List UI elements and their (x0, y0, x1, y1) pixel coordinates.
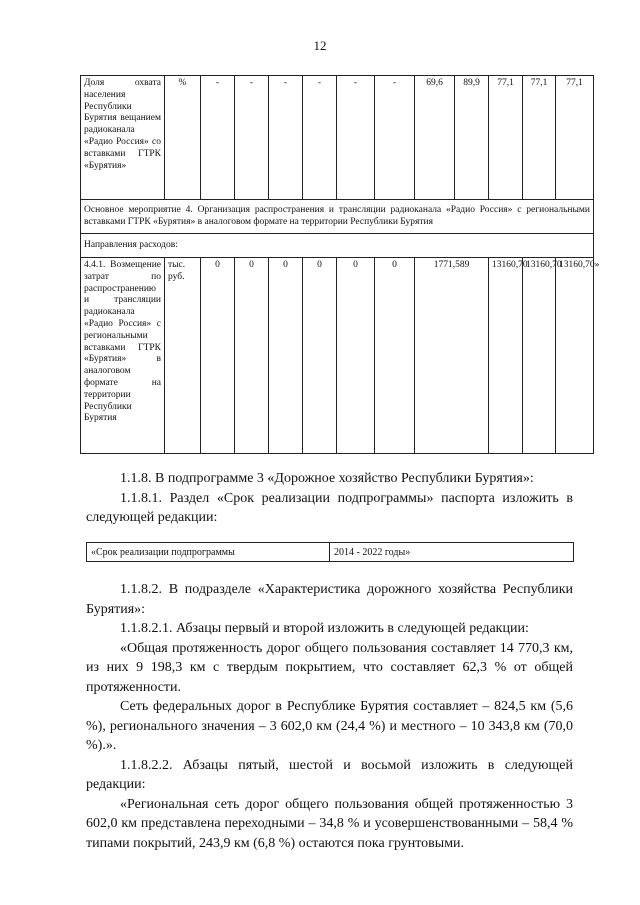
paragraph: «Региональная сеть дорог общего пользования общей протяженностью 3 602,0 км представлена переходными – 34,8 % и усовершенствованными – 58,4 % типами покрытий, 243,9 км (6,8 %) остаются пока грунтовыми. (86, 796, 573, 851)
term-label-cell: «Срок реализации подпрограммы (87, 543, 330, 562)
value-cell: - (375, 76, 415, 200)
value-cell: 0 (337, 258, 375, 454)
paragraph: 1.1.8.2.2. Абзацы пятый, шестой и восьмой изложить в следующей редакции: (86, 757, 573, 792)
value-cell: 13160,70 (523, 258, 556, 454)
value-cell: 0 (375, 258, 415, 454)
directions-row-cell: Направления расходов: (81, 234, 594, 258)
text-block-a (86, 469, 573, 528)
value-cell: - (235, 76, 269, 200)
value-cell: 1771,589 (415, 258, 489, 454)
value-cell: 13160,70» (556, 258, 594, 454)
value-cell: 69,6 (415, 76, 455, 200)
paragraph: 1.1.8.2. В подразделе «Характеристика дорожного хозяйства Республики Бурятия»: (86, 582, 573, 617)
table-row (81, 234, 594, 258)
value-cell: - (269, 76, 303, 200)
paragraph: «Общая протяженность дорог общего пользования составляет 14 770,3 км, из них 9 198,3 км с твердым покрытием, что составляет 62,3 % от общей протяженности. (86, 640, 573, 695)
table-row (81, 200, 594, 234)
table-row (81, 76, 594, 200)
expense-name-cell: 4.4.1. Возмещение затрат по распространению и трансляции радиоканала «Радио Россия» с региональными вставками ГТРК «Бурятия» в аналоговом формате на территории Республики Бурятия (81, 258, 165, 454)
value-cell: 0 (269, 258, 303, 454)
value-cell: - (337, 76, 375, 200)
table-row (81, 258, 594, 454)
value-cell: 0 (201, 258, 235, 454)
measure-row-cell: Основное мероприятие 4. Организация распространения и трансляции радиоканала «Радио Россия» с региональными вставками ГТРК «Бурятия» в аналоговом формате на территории Республики Бурятия (81, 200, 594, 234)
table-row (87, 543, 574, 562)
value-cell: - (303, 76, 337, 200)
text-block-b (86, 580, 573, 853)
paragraph: Сеть федеральных дорог в Республике Бурятия составляет – 824,5 км (5,6 %), регионального значения – 3 602,0 км (24,4 %) и местного – 10 343,8 км (70,0 %).». (86, 699, 573, 753)
paragraph: 1.1.8.1. Раздел «Срок реализации подпрограммы» паспорта изложить в следующей редакции: (86, 490, 573, 525)
value-cell: 77,1 (523, 76, 556, 200)
unit-cell: % (165, 76, 201, 200)
unit-cell: тыс. руб. (165, 258, 201, 454)
paragraph: 1.1.8.2.1. Абзацы первый и второй изложить в следующей редакции: (120, 621, 529, 636)
term-table (86, 542, 574, 562)
value-cell: 0 (235, 258, 269, 454)
value-cell: 77,1 (489, 76, 523, 200)
indicator-table (80, 75, 600, 454)
value-cell: 13160,70 (489, 258, 523, 454)
value-cell: 77,1 (556, 76, 594, 200)
indicator-name-cell: Доля охвата населения Республики Бурятия вещанием радиоканала «Радио Россия» со вставками ГТРК «Бурятия» (81, 76, 165, 200)
term-value-cell: 2014 - 2022 годы» (330, 543, 574, 562)
value-cell: - (201, 76, 235, 200)
page-number: 12 (313, 38, 327, 53)
value-cell: 89,9 (455, 76, 489, 200)
paragraph: 1.1.8. В подпрограмме 3 «Дорожное хозяйство Республики Бурятия»: (120, 471, 534, 486)
value-cell: 0 (303, 258, 337, 454)
